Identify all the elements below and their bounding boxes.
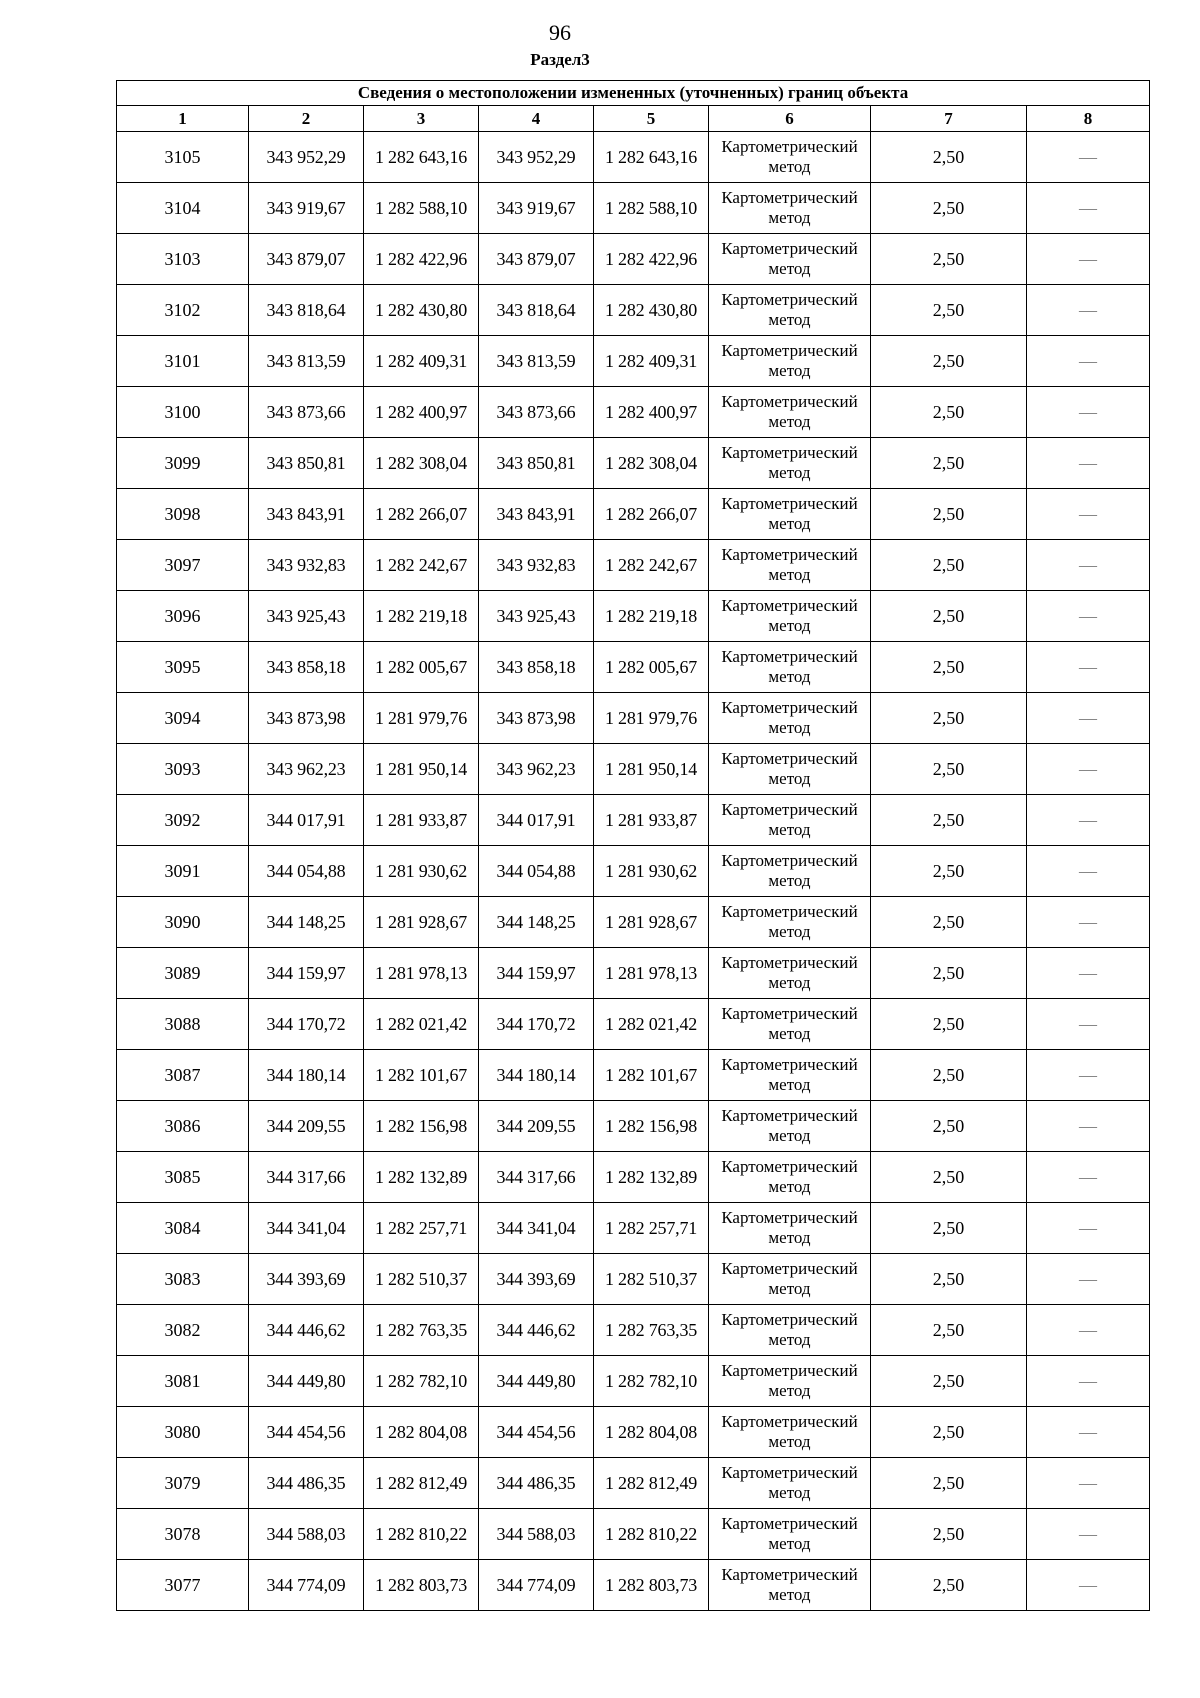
accuracy-cell: 2,50 [871, 1101, 1027, 1152]
method-cell: Картометрический метод [709, 285, 871, 336]
table-row [117, 591, 1150, 642]
note-cell: — [1027, 744, 1150, 795]
x-existing-cell: 343 962,23 [249, 744, 364, 795]
table-row [117, 285, 1150, 336]
x-existing-cell: 344 017,91 [249, 795, 364, 846]
accuracy-cell: 2,50 [871, 489, 1027, 540]
point-number-cell: 3078 [117, 1509, 249, 1560]
x-new-cell: 343 932,83 [479, 540, 594, 591]
method-cell: Картометрический метод [709, 336, 871, 387]
y-existing-cell: 1 282 763,35 [364, 1305, 479, 1356]
x-existing-cell: 344 170,72 [249, 999, 364, 1050]
y-new-cell: 1 282 510,37 [594, 1254, 709, 1305]
note-cell: — [1027, 1101, 1150, 1152]
x-existing-cell: 344 317,66 [249, 1152, 364, 1203]
x-new-cell: 344 588,03 [479, 1509, 594, 1560]
point-number-cell: 3079 [117, 1458, 249, 1509]
x-existing-cell: 343 879,07 [249, 234, 364, 285]
note-cell: — [1027, 795, 1150, 846]
table-row [117, 1305, 1150, 1356]
point-number-cell: 3090 [117, 897, 249, 948]
method-cell: Картометрический метод [709, 897, 871, 948]
method-cell: Картометрический метод [709, 1509, 871, 1560]
point-number-cell: 3077 [117, 1560, 249, 1611]
x-new-cell: 344 446,62 [479, 1305, 594, 1356]
table-row [117, 489, 1150, 540]
y-new-cell: 1 281 950,14 [594, 744, 709, 795]
table-row [117, 948, 1150, 999]
note-cell: — [1027, 1407, 1150, 1458]
column-header: 7 [871, 106, 1027, 132]
column-header: 1 [117, 106, 249, 132]
note-cell: — [1027, 183, 1150, 234]
method-cell: Картометрический метод [709, 234, 871, 285]
point-number-cell: 3092 [117, 795, 249, 846]
point-number-cell: 3091 [117, 846, 249, 897]
method-cell: Картометрический метод [709, 744, 871, 795]
y-new-cell: 1 282 101,67 [594, 1050, 709, 1101]
point-number-cell: 3093 [117, 744, 249, 795]
x-new-cell: 344 017,91 [479, 795, 594, 846]
column-header: 4 [479, 106, 594, 132]
accuracy-cell: 2,50 [871, 387, 1027, 438]
accuracy-cell: 2,50 [871, 438, 1027, 489]
method-cell: Картометрический метод [709, 1407, 871, 1458]
note-cell: — [1027, 1152, 1150, 1203]
method-cell: Картометрический метод [709, 540, 871, 591]
x-existing-cell: 344 393,69 [249, 1254, 364, 1305]
table-row [117, 234, 1150, 285]
accuracy-cell: 2,50 [871, 1458, 1027, 1509]
y-new-cell: 1 281 928,67 [594, 897, 709, 948]
x-existing-cell: 343 873,66 [249, 387, 364, 438]
y-existing-cell: 1 282 409,31 [364, 336, 479, 387]
y-existing-cell: 1 282 510,37 [364, 1254, 479, 1305]
point-number-cell: 3087 [117, 1050, 249, 1101]
note-cell: — [1027, 897, 1150, 948]
x-new-cell: 343 952,29 [479, 132, 594, 183]
y-existing-cell: 1 282 219,18 [364, 591, 479, 642]
y-existing-cell: 1 282 430,80 [364, 285, 479, 336]
y-new-cell: 1 281 978,13 [594, 948, 709, 999]
point-number-cell: 3097 [117, 540, 249, 591]
table-row [117, 387, 1150, 438]
note-cell: — [1027, 540, 1150, 591]
y-existing-cell: 1 282 266,07 [364, 489, 479, 540]
column-header: 6 [709, 106, 871, 132]
method-cell: Картометрический метод [709, 1101, 871, 1152]
accuracy-cell: 2,50 [871, 1152, 1027, 1203]
x-existing-cell: 344 486,35 [249, 1458, 364, 1509]
method-cell: Картометрический метод [709, 1152, 871, 1203]
table-row [117, 1407, 1150, 1458]
note-cell: — [1027, 591, 1150, 642]
x-new-cell: 343 843,91 [479, 489, 594, 540]
y-existing-cell: 1 281 950,14 [364, 744, 479, 795]
y-new-cell: 1 282 588,10 [594, 183, 709, 234]
note-cell: — [1027, 438, 1150, 489]
point-number-cell: 3096 [117, 591, 249, 642]
method-cell: Картометрический метод [709, 1305, 871, 1356]
table-row [117, 1458, 1150, 1509]
table-row [117, 897, 1150, 948]
y-new-cell: 1 281 979,76 [594, 693, 709, 744]
y-new-cell: 1 282 804,08 [594, 1407, 709, 1458]
note-cell: — [1027, 1203, 1150, 1254]
accuracy-cell: 2,50 [871, 285, 1027, 336]
page-number: 96 [549, 20, 571, 45]
accuracy-cell: 2,50 [871, 846, 1027, 897]
accuracy-cell: 2,50 [871, 897, 1027, 948]
x-existing-cell: 344 159,97 [249, 948, 364, 999]
table-row [117, 540, 1150, 591]
x-new-cell: 344 148,25 [479, 897, 594, 948]
point-number-cell: 3083 [117, 1254, 249, 1305]
x-new-cell: 343 925,43 [479, 591, 594, 642]
point-number-cell: 3103 [117, 234, 249, 285]
y-existing-cell: 1 282 812,49 [364, 1458, 479, 1509]
y-new-cell: 1 282 257,71 [594, 1203, 709, 1254]
method-cell: Картометрический метод [709, 132, 871, 183]
method-cell: Картометрический метод [709, 438, 871, 489]
column-header: 5 [594, 106, 709, 132]
note-cell: — [1027, 948, 1150, 999]
x-new-cell: 343 873,66 [479, 387, 594, 438]
accuracy-cell: 2,50 [871, 1560, 1027, 1611]
method-cell: Картометрический метод [709, 489, 871, 540]
accuracy-cell: 2,50 [871, 1050, 1027, 1101]
y-new-cell: 1 282 156,98 [594, 1101, 709, 1152]
accuracy-cell: 2,50 [871, 234, 1027, 285]
y-new-cell: 1 282 021,42 [594, 999, 709, 1050]
table-row [117, 1050, 1150, 1101]
point-number-cell: 3086 [117, 1101, 249, 1152]
y-new-cell: 1 282 219,18 [594, 591, 709, 642]
table-body [117, 132, 1150, 1611]
table-row [117, 999, 1150, 1050]
table-row [117, 1356, 1150, 1407]
accuracy-cell: 2,50 [871, 999, 1027, 1050]
method-cell: Картометрический метод [709, 948, 871, 999]
x-new-cell: 344 054,88 [479, 846, 594, 897]
y-new-cell: 1 282 643,16 [594, 132, 709, 183]
y-existing-cell: 1 282 021,42 [364, 999, 479, 1050]
table-header-row [117, 106, 1150, 132]
y-existing-cell: 1 282 422,96 [364, 234, 479, 285]
point-number-cell: 3085 [117, 1152, 249, 1203]
note-cell: — [1027, 1254, 1150, 1305]
point-number-cell: 3094 [117, 693, 249, 744]
x-existing-cell: 343 925,43 [249, 591, 364, 642]
y-existing-cell: 1 282 242,67 [364, 540, 479, 591]
y-existing-cell: 1 282 810,22 [364, 1509, 479, 1560]
point-number-cell: 3102 [117, 285, 249, 336]
y-new-cell: 1 282 430,80 [594, 285, 709, 336]
note-cell: — [1027, 1458, 1150, 1509]
method-cell: Картометрический метод [709, 642, 871, 693]
y-new-cell: 1 282 266,07 [594, 489, 709, 540]
x-new-cell: 344 341,04 [479, 1203, 594, 1254]
x-new-cell: 344 317,66 [479, 1152, 594, 1203]
boundary-coordinates-table [116, 80, 1150, 1611]
x-existing-cell: 343 952,29 [249, 132, 364, 183]
column-header: 2 [249, 106, 364, 132]
table-row [117, 1560, 1150, 1611]
y-existing-cell: 1 282 588,10 [364, 183, 479, 234]
x-new-cell: 343 879,07 [479, 234, 594, 285]
table-caption: Сведения о местоположении измененных (уточненных) границ объекта [117, 81, 1150, 106]
method-cell: Картометрический метод [709, 1050, 871, 1101]
table-row [117, 1254, 1150, 1305]
accuracy-cell: 2,50 [871, 1203, 1027, 1254]
table-row [117, 183, 1150, 234]
y-existing-cell: 1 282 804,08 [364, 1407, 479, 1458]
accuracy-cell: 2,50 [871, 693, 1027, 744]
note-cell: — [1027, 1356, 1150, 1407]
x-existing-cell: 344 209,55 [249, 1101, 364, 1152]
note-cell: — [1027, 387, 1150, 438]
table-row [117, 846, 1150, 897]
x-new-cell: 343 962,23 [479, 744, 594, 795]
method-cell: Картометрический метод [709, 846, 871, 897]
y-new-cell: 1 281 930,62 [594, 846, 709, 897]
note-cell: — [1027, 999, 1150, 1050]
y-existing-cell: 1 281 933,87 [364, 795, 479, 846]
x-new-cell: 343 873,98 [479, 693, 594, 744]
x-new-cell: 344 486,35 [479, 1458, 594, 1509]
y-new-cell: 1 281 933,87 [594, 795, 709, 846]
accuracy-cell: 2,50 [871, 183, 1027, 234]
x-existing-cell: 344 148,25 [249, 897, 364, 948]
x-existing-cell: 343 873,98 [249, 693, 364, 744]
method-cell: Картометрический метод [709, 795, 871, 846]
method-cell: Картометрический метод [709, 693, 871, 744]
x-existing-cell: 344 341,04 [249, 1203, 364, 1254]
point-number-cell: 3080 [117, 1407, 249, 1458]
y-existing-cell: 1 282 257,71 [364, 1203, 479, 1254]
accuracy-cell: 2,50 [871, 1509, 1027, 1560]
note-cell: — [1027, 846, 1150, 897]
note-cell: — [1027, 693, 1150, 744]
x-existing-cell: 344 180,14 [249, 1050, 364, 1101]
x-existing-cell: 343 850,81 [249, 438, 364, 489]
method-cell: Картометрический метод [709, 1560, 871, 1611]
point-number-cell: 3100 [117, 387, 249, 438]
x-new-cell: 344 209,55 [479, 1101, 594, 1152]
x-existing-cell: 344 454,56 [249, 1407, 364, 1458]
x-existing-cell: 343 818,64 [249, 285, 364, 336]
note-cell: — [1027, 1509, 1150, 1560]
method-cell: Картометрический метод [709, 387, 871, 438]
x-new-cell: 344 159,97 [479, 948, 594, 999]
x-new-cell: 343 858,18 [479, 642, 594, 693]
section-title: Раздел3 [530, 50, 590, 69]
method-cell: Картометрический метод [709, 1458, 871, 1509]
accuracy-cell: 2,50 [871, 948, 1027, 999]
y-new-cell: 1 282 422,96 [594, 234, 709, 285]
method-cell: Картометрический метод [709, 183, 871, 234]
note-cell: — [1027, 642, 1150, 693]
y-existing-cell: 1 281 928,67 [364, 897, 479, 948]
y-new-cell: 1 282 308,04 [594, 438, 709, 489]
y-new-cell: 1 282 005,67 [594, 642, 709, 693]
method-cell: Картометрический метод [709, 999, 871, 1050]
note-cell: — [1027, 1050, 1150, 1101]
column-header: 8 [1027, 106, 1150, 132]
accuracy-cell: 2,50 [871, 540, 1027, 591]
point-number-cell: 3095 [117, 642, 249, 693]
y-existing-cell: 1 282 132,89 [364, 1152, 479, 1203]
note-cell: — [1027, 1560, 1150, 1611]
table-row [117, 336, 1150, 387]
point-number-cell: 3081 [117, 1356, 249, 1407]
x-existing-cell: 343 813,59 [249, 336, 364, 387]
accuracy-cell: 2,50 [871, 795, 1027, 846]
method-cell: Картометрический метод [709, 1356, 871, 1407]
point-number-cell: 3101 [117, 336, 249, 387]
table-row [117, 693, 1150, 744]
note-cell: — [1027, 489, 1150, 540]
x-new-cell: 344 454,56 [479, 1407, 594, 1458]
column-header: 3 [364, 106, 479, 132]
method-cell: Картометрический метод [709, 1254, 871, 1305]
y-existing-cell: 1 282 005,67 [364, 642, 479, 693]
table-row [117, 795, 1150, 846]
accuracy-cell: 2,50 [871, 132, 1027, 183]
accuracy-cell: 2,50 [871, 1356, 1027, 1407]
x-new-cell: 343 818,64 [479, 285, 594, 336]
table-row [117, 1203, 1150, 1254]
accuracy-cell: 2,50 [871, 1254, 1027, 1305]
y-existing-cell: 1 281 930,62 [364, 846, 479, 897]
x-existing-cell: 343 858,18 [249, 642, 364, 693]
table-row [117, 1509, 1150, 1560]
x-existing-cell: 343 843,91 [249, 489, 364, 540]
x-existing-cell: 344 449,80 [249, 1356, 364, 1407]
y-existing-cell: 1 282 782,10 [364, 1356, 479, 1407]
y-new-cell: 1 282 812,49 [594, 1458, 709, 1509]
x-existing-cell: 344 588,03 [249, 1509, 364, 1560]
x-new-cell: 344 170,72 [479, 999, 594, 1050]
y-new-cell: 1 282 782,10 [594, 1356, 709, 1407]
y-existing-cell: 1 281 979,76 [364, 693, 479, 744]
y-new-cell: 1 282 242,67 [594, 540, 709, 591]
x-new-cell: 343 813,59 [479, 336, 594, 387]
y-existing-cell: 1 281 978,13 [364, 948, 479, 999]
y-existing-cell: 1 282 400,97 [364, 387, 479, 438]
y-existing-cell: 1 282 803,73 [364, 1560, 479, 1611]
x-existing-cell: 344 446,62 [249, 1305, 364, 1356]
table-row [117, 744, 1150, 795]
y-new-cell: 1 282 763,35 [594, 1305, 709, 1356]
y-new-cell: 1 282 810,22 [594, 1509, 709, 1560]
accuracy-cell: 2,50 [871, 336, 1027, 387]
x-existing-cell: 344 054,88 [249, 846, 364, 897]
point-number-cell: 3105 [117, 132, 249, 183]
accuracy-cell: 2,50 [871, 1407, 1027, 1458]
y-new-cell: 1 282 132,89 [594, 1152, 709, 1203]
table-row [117, 642, 1150, 693]
x-new-cell: 344 449,80 [479, 1356, 594, 1407]
accuracy-cell: 2,50 [871, 744, 1027, 795]
x-new-cell: 344 180,14 [479, 1050, 594, 1101]
method-cell: Картометрический метод [709, 591, 871, 642]
y-new-cell: 1 282 400,97 [594, 387, 709, 438]
note-cell: — [1027, 336, 1150, 387]
point-number-cell: 3089 [117, 948, 249, 999]
x-new-cell: 343 919,67 [479, 183, 594, 234]
method-cell: Картометрический метод [709, 1203, 871, 1254]
point-number-cell: 3088 [117, 999, 249, 1050]
y-existing-cell: 1 282 643,16 [364, 132, 479, 183]
table-row [117, 438, 1150, 489]
point-number-cell: 3104 [117, 183, 249, 234]
x-existing-cell: 344 774,09 [249, 1560, 364, 1611]
x-existing-cell: 343 919,67 [249, 183, 364, 234]
point-number-cell: 3084 [117, 1203, 249, 1254]
x-existing-cell: 343 932,83 [249, 540, 364, 591]
point-number-cell: 3099 [117, 438, 249, 489]
x-new-cell: 344 393,69 [479, 1254, 594, 1305]
y-new-cell: 1 282 409,31 [594, 336, 709, 387]
note-cell: — [1027, 1305, 1150, 1356]
y-existing-cell: 1 282 156,98 [364, 1101, 479, 1152]
note-cell: — [1027, 285, 1150, 336]
table-row [117, 132, 1150, 183]
note-cell: — [1027, 234, 1150, 285]
accuracy-cell: 2,50 [871, 642, 1027, 693]
point-number-cell: 3098 [117, 489, 249, 540]
point-number-cell: 3082 [117, 1305, 249, 1356]
table-row [117, 1152, 1150, 1203]
x-new-cell: 344 774,09 [479, 1560, 594, 1611]
note-cell: — [1027, 132, 1150, 183]
y-existing-cell: 1 282 101,67 [364, 1050, 479, 1101]
y-new-cell: 1 282 803,73 [594, 1560, 709, 1611]
accuracy-cell: 2,50 [871, 1305, 1027, 1356]
x-new-cell: 343 850,81 [479, 438, 594, 489]
accuracy-cell: 2,50 [871, 591, 1027, 642]
table-row [117, 1101, 1150, 1152]
y-existing-cell: 1 282 308,04 [364, 438, 479, 489]
